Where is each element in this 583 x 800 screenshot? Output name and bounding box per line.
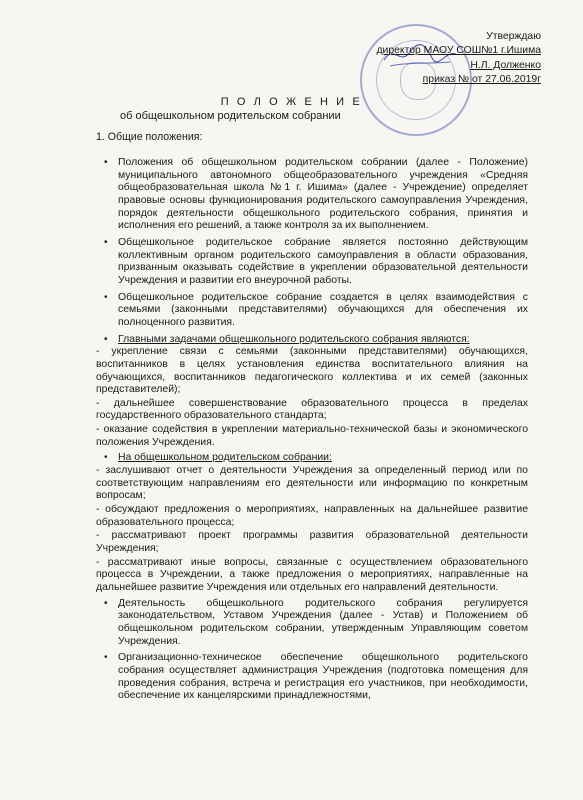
- bullet-item: • Организационно-техническое обеспечение общешкольного родительского собрания осуществляет администрация Учреждения (подготовка помещения для проведения собрания, встреча и регистрация его участников, при необходимости, обеспечение их канцелярскими принадлежностями,: [96, 652, 528, 703]
- bullet-item: [96, 334, 528, 347]
- approval-line: директор МАОУ СОШ№1 г.Ишима: [376, 45, 541, 57]
- document-title: П О Л О Ж Е Н И Е: [220, 96, 363, 108]
- section-heading: 1. Общие положения:: [96, 131, 203, 143]
- list-item: - укрепление связи с семьями (законными представителями) обучающихся, воспитанников в целях установления единства воспитательного влияния на обучающихся, воспитанников педагогического коллектива и их семей (законных представителей);: [96, 346, 528, 396]
- approval-line: приказ № от 27.06.2019г: [422, 73, 541, 85]
- list-item: - дальнейшее совершенствование образовательного процесса в пределах государственного образовательного стандарта;: [96, 397, 528, 422]
- bullet-item: [96, 452, 528, 465]
- list-item: - рассматривают иные вопросы, связанные с осуществлением образовательного процесса в Учреждении, а также предложения о мероприятиях, направленные на дальнейшее развитие Учреждения или отдельных его направлений деятельности.: [96, 556, 528, 593]
- meeting-heading: На общешкольном родительском собрании:: [118, 452, 332, 464]
- list-item: - заслушивают отчет о деятельности Учреждения за определенный период или по соответствующим направлениям его деятельности или информацию по конкретным вопросам;: [96, 465, 528, 502]
- document-body: [96, 157, 528, 707]
- bullet-item: • Положения об общешкольном родительском собрании (далее - Положение) муниципального автономного общеобразовательного учреждения «Средняя общеобразовательная школа №1 г. Ишима» (далее - Учреждение) определяет правовые основы функционирования родительского самоуправления Учреждения, порядок деятельности общешкольного родительского собрания, принятия и исполнения его решений, а также контроля за их выполнением.: [96, 157, 528, 233]
- bullet-item: • Деятельность общешкольного родительского собрания регулируется законодательством, Уставом Учреждения (далее - Устав) и Положением об общешкольном родительском собрании, утвержденным Управляющим советом Учреждения.: [96, 598, 528, 649]
- bullet-item: • Общешкольное родительское собрание является постоянно действующим коллективным органом родительского самоуправления в области образования, призванным оказывать содействие в укреплении образовательной деятельности Учреждения и развитии его внеурочной работы.: [96, 237, 528, 288]
- list-item: - оказание содействия в укреплении материально-технической базы и экономического положения Учреждения.: [96, 424, 528, 448]
- approval-block: [331, 30, 541, 87]
- approval-line: Утверждаю: [486, 31, 541, 42]
- approval-line: Н.Л. Долженко: [470, 59, 541, 71]
- list-item: - рассматривают проект программы развития образовательной деятельности Учреждения;: [96, 530, 528, 555]
- tasks-heading: Главными задачами общешкольного родительского собрания являются:: [118, 333, 470, 345]
- bullet-item: • Общешкольное родительское собрание создается в целях взаимодействия с семьями (законными представителями) обучающихся для обеспечения их полноценного развития.: [96, 292, 528, 330]
- document-subtitle: об общешкольном родительском собрании: [120, 110, 341, 122]
- list-item: - обсуждают предложения о мероприятиях, направленных на дальнейшее развитие образовательного процесса;: [96, 504, 528, 528]
